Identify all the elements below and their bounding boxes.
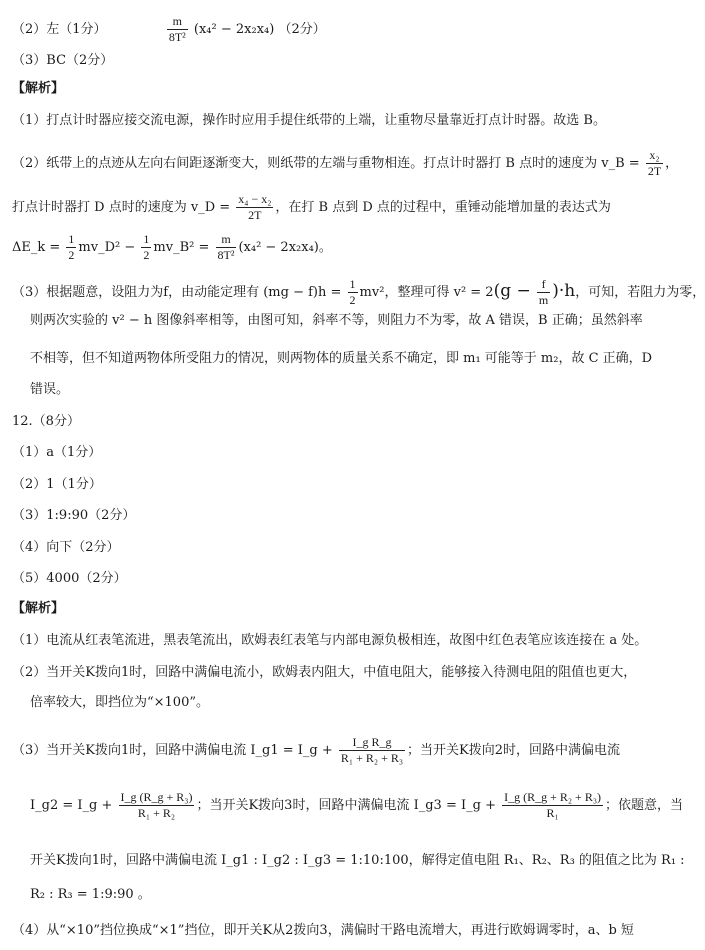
fraction: $\frac{m}{\text{8T²}}$ [168, 14, 186, 44]
fraction: $\frac{\text{I\_g (R\_g + R₂ + R₃)}}{\text{R₁}}$ [504, 790, 602, 820]
q12-answer-5: （5）4000（2分） [12, 571, 127, 586]
analysis-heading: 【解析】 [12, 81, 65, 96]
q12-analysis-2-line1: （2）当开关K拨向1时，回路中满偏电流小，欧姆表内阻大，中值电阻大，能够接入待测电阻的阻值也更大， [12, 665, 637, 680]
fraction: $\frac{f}{m}$ [538, 277, 549, 307]
fraction: $\frac{m}{\text{8T²}}$ [217, 232, 235, 262]
line-answer-3: （3）BC（2分） [12, 53, 114, 68]
q12-analysis-4-line1: （4）从“×10”挡位换成“×1”挡位，即开关K从2拨向3，满偏时干路电流增大，再进行欧姆调零时，a、b 短 [12, 923, 634, 938]
fraction: $\frac{\text{I\_g R\_g}}{\text{R₁ + R₂ + R₃}}$ [340, 735, 404, 765]
fraction: $\frac{1}{2}$ [349, 277, 356, 307]
fraction: $\frac{1}{2}$ [143, 232, 150, 262]
q12-analysis-3-line1: （3）当开关K拨向1时，回路中满偏电流 I_g1 = I_g + $\frac{\text{I\_g R\_g}}{\text{R₁ + R₂ + R₃}}$ ；当开关K拨向2时，回路中满偏电流 [12, 735, 621, 765]
q12-answer-2: （2）1（1分） [12, 477, 102, 492]
answer-2-label: （2）左（1分） [12, 22, 107, 37]
q12-answer-1: （1）a（1分） [12, 445, 102, 460]
analysis-1: （1）打点计时器应接交流电源，操作时应用手提住纸带的上端，让重物尽量靠近打点计时器。故选 B。 [12, 113, 606, 128]
q12-answer-4: （4）向下（2分） [12, 540, 120, 555]
q12-analysis-3-line3: 开关K拨向1时，回路中满偏电流 I_g1 : I_g2 : I_g3 = 1:10:100，解得定值电阻 R₁、R₂、R₃ 的阻值之比为 R₁ : [30, 853, 685, 868]
analysis-2-line2: 打点计时器打 D 点时的速度为 v_D = $\frac{\text{x₄ − x₂}}{2T}$ ，在打 B 点到 D 点的过程中，重锤动能增加量的表达式为 [12, 192, 611, 222]
analysis-3-line4: 错误。 [30, 382, 70, 397]
score: （2分） [278, 22, 326, 37]
q12-analysis-3-line4: R₂ : R₃ = 1:9:90 。 [30, 887, 151, 902]
question-12-heading: 12.（8分） [12, 414, 80, 429]
analysis-3-line2: 则两次实验的 v² − h 图像斜率相等，由图可知，斜率不等，则阻力不为零，故 A 错误，B 正确；虽然斜率 [30, 313, 643, 328]
fraction: $\frac{\text{I\_g (R\_g + R₃)}}{\text{R₁ + R₂}}$ [120, 790, 193, 820]
analysis-heading-2: 【解析】 [12, 601, 65, 616]
fraction: $\frac{\text{x₄ − x₂}}{2T}$ [238, 192, 272, 222]
q12-analysis-3-line2: I_g2 = I_g + $\frac{\text{I\_g (R\_g + R₃)}}{\text{R₁ + R₂}}$ ；当开关K拨向3时，回路中满偏电流 I_g3 = I_g + $\frac{\text{I\_g (R\_g + R₂ + R₃)}}{\text{R₁}}$ ；依题意，当 [30, 790, 684, 820]
formula: (x₄² − 2x₂x₄) [193, 22, 275, 37]
analysis-3-line1: （3）根据题意，设阻力为f，由动能定理有 (mg − f)h = $\frac{1}{2}$ mv²，整理可得 v² = 2(g − $\frac{f}{m}$ )·h，可知，若阻力为零， [12, 277, 705, 307]
q12-analysis-2-line2: 倍率较大，即挡位为“×100”。 [30, 695, 209, 710]
q12-answer-3: （3）1:9:90（2分） [12, 508, 136, 523]
line-answer-2 [12, 14, 684, 45]
fraction: $\frac{1}{2}$ [68, 232, 75, 262]
analysis-2-line1: （2）纸带上的点迹从左向右间距逐渐变大，则纸带的左端与重物相连。打点计时器打 B 点时的速度为 v_B = $\frac{\text{x₂}}{2T}$ ， [12, 148, 679, 178]
fraction: $\frac{\text{x₂}}{2T}$ [647, 148, 662, 178]
analysis-3-line3: 不相等，但不知道两物体所受阻力的情况，则两物体的质量关系不确定，即 m₁ 可能等于 m₂，故 C 正确，D [30, 351, 653, 366]
analysis-2-line3: ΔE_k = $\frac{1}{2}$ mv_D² − $\frac{1}{2}$ mv_B² = $\frac{m}{\text{8T²}}$ (x₄² − 2x₂x₄)。 [12, 232, 332, 262]
q12-analysis-1: （1）电流从红表笔流进，黑表笔流出，欧姆表红表笔与内部电源负极相连，故图中红色表笔应该连接在 a 处。 [12, 633, 648, 648]
